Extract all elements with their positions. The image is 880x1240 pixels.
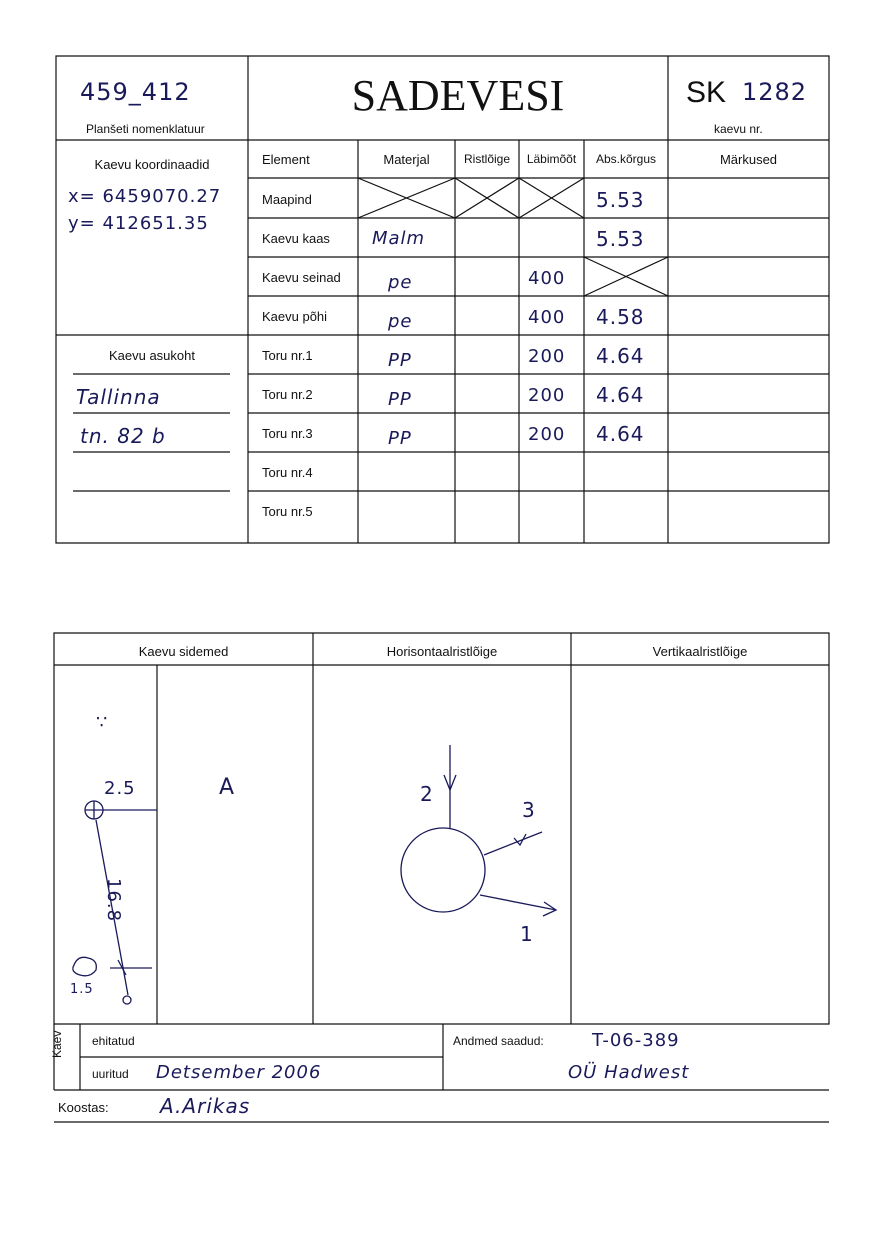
row-element: Toru nr.1 [262,348,313,363]
nomenclature-value: 459_412 [80,78,191,106]
header-remarks: Märkused [719,152,778,167]
row-element: Toru nr.4 [262,465,313,480]
kaev-label: Kaev [50,1030,64,1058]
sk-prefix: SK [686,76,727,109]
north-marker: ∵ [96,712,109,733]
col-header-connections: Kaevu sidemed [138,644,229,659]
row-material: Malm [372,228,426,249]
row-abs-height: 4.58 [596,305,645,329]
row-diameter: 400 [528,307,566,328]
sketch-label-a: A [219,775,235,800]
pipe-label-2: 2 [420,782,434,806]
coords-label: Kaevu koordinaadid [94,157,210,172]
sk-value: 1282 [742,78,808,106]
row-material: pe [388,311,413,332]
row-material: PP [388,350,412,371]
row-material: pe [388,272,413,293]
header-abs-height: Abs.kõrgus [595,152,657,166]
row-element: Kaevu kaas [262,231,330,246]
data-received-value1: T-06-389 [592,1030,680,1051]
row-element: Kaevu põhi [262,309,328,324]
nomenclature-label: Planšeti nomenklatuur [86,122,205,136]
row-diameter: 200 [528,424,566,445]
row-diameter: 200 [528,385,566,406]
row-element: Toru nr.3 [262,426,313,441]
row-diameter: 200 [528,346,566,367]
row-abs-height: 4.64 [596,383,645,407]
row-abs-height: 5.53 [596,227,645,251]
col-header-horizontal: Horisontaalristlõige [386,644,498,659]
sketch-dist3: 1.5 [70,982,94,997]
sketch-dist1: 2.5 [104,778,136,799]
row-material: PP [388,428,412,449]
header-element: Element [262,152,310,167]
data-received-label: Andmed saadud: [453,1034,544,1048]
surveyed-label: uuritud [92,1067,129,1081]
row-element: Toru nr.5 [262,504,313,519]
data-received-value2: OÜ Hadwest [568,1062,690,1083]
row-abs-height: 4.64 [596,422,645,446]
pipe-label-3: 3 [522,798,536,822]
row-diameter: 400 [528,268,566,289]
location-line1: Tallinna [76,385,161,409]
sk-label: kaevu nr. [714,122,763,136]
row-abs-height: 4.64 [596,344,645,368]
sketch-dist2: 16.8 [103,878,124,923]
row-element: Maapind [262,192,312,207]
compiled-value: A.Arikas [160,1094,251,1118]
coord-x: x= 6459070.27 [68,186,222,207]
manhole-sketch [401,745,556,916]
row-element: Toru nr.2 [262,387,313,402]
row-abs-height: 5.53 [596,188,645,212]
pipe-label-1: 1 [520,922,534,946]
col-header-vertical: Vertikaalristlõige [652,644,748,659]
location-line2: tn. 82 b [80,424,166,448]
built-label: ehitatud [92,1034,135,1048]
coord-y: y= 412651.35 [68,213,209,234]
row-material: PP [388,389,412,410]
row-element: Kaevu seinad [262,270,341,285]
surveyed-value: Detsember 2006 [156,1062,322,1083]
compiled-label: Koostas: [58,1100,109,1115]
page-title: SADEVESI [351,71,565,120]
header-diameter: Läbimõõt [526,152,577,166]
header-cross-section: Ristlõige [463,152,511,166]
header-material: Materjal [383,152,430,167]
location-label: Kaevu asukoht [108,348,195,363]
